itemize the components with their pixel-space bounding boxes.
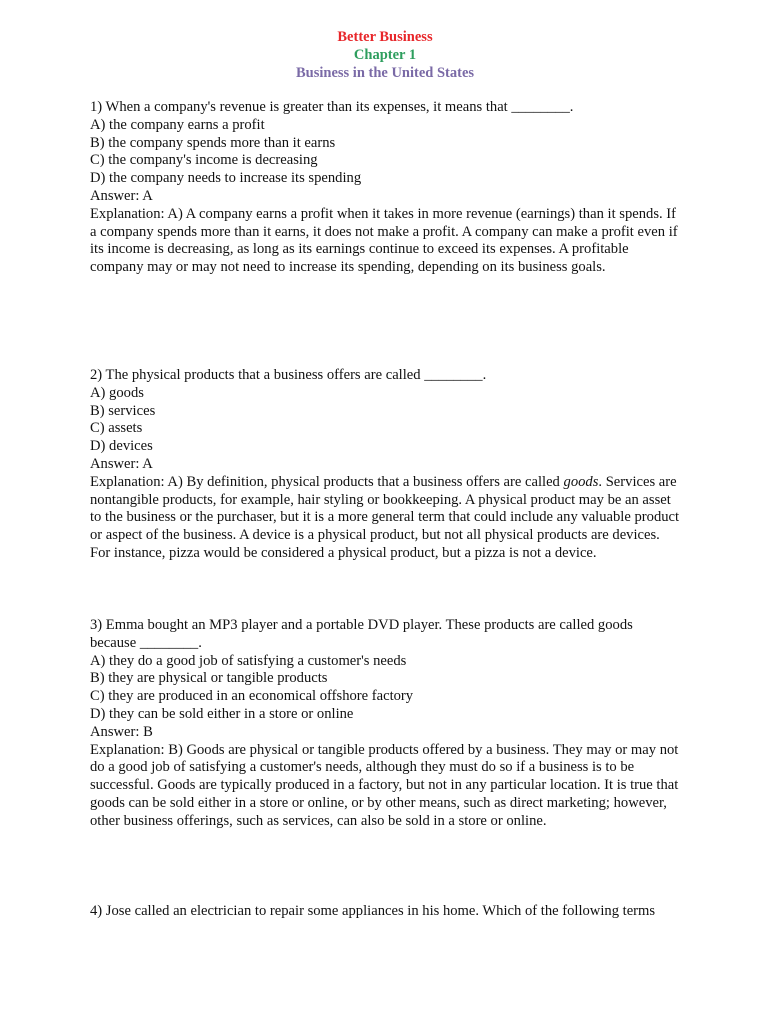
chapter-subject: Business in the United States xyxy=(295,65,475,81)
answer: Answer: A xyxy=(90,455,153,472)
option-b: B) the company spends more than it earns xyxy=(90,134,336,151)
option-c: C) assets xyxy=(90,420,143,437)
question-stem: 3) Emma bought an MP3 player and a portable DVD player. These products are called goods because ________. xyxy=(90,617,633,651)
option-d: D) devices xyxy=(90,438,153,455)
answer: Answer: B xyxy=(90,723,153,740)
option-c: C) the company's income is decreasing xyxy=(90,152,318,169)
option-a: A) they do a good job of satisfying a customer's needs xyxy=(90,652,407,669)
explanation-emphasis: goods xyxy=(563,473,599,490)
chapter-title: Chapter 1 xyxy=(353,47,417,63)
document-header xyxy=(0,28,770,82)
question-stem: 2) The physical products that a business offers are called ________. xyxy=(90,367,487,383)
question-stem: 1) When a company's revenue is greater than its expenses, it means that ________. xyxy=(90,99,574,115)
option-b: B) services xyxy=(90,402,156,419)
answer: Answer: A xyxy=(90,187,153,204)
explanation: Explanation: A) A company earns a profit when it takes in more revenue (earnings) than it spends. If a company spends more than it earns, it does not make a profit. A company can make a profit even if its income is decreasing, as long as its earnings continue to exceed its expenses. A profitable company may or may not need to increase its spending, depending on its business goals. xyxy=(90,205,678,276)
question-4 xyxy=(90,903,682,921)
explanation-text: Explanation: A) By definition, physical products that a business offers are called xyxy=(90,473,564,490)
explanation-text: . Services are nontangible products, for example, hair styling or bookkeeping. A physical product may be an asset to the business or the purchaser, but it is a more general term that could include any valuable product or aspect of the business. A device is a physical product, but not all physical products are devices. For instance, pizza would be considered a physical product, but a pizza is not a device. xyxy=(90,473,680,561)
option-c: C) they are produced in an economical offshore factory xyxy=(90,688,414,705)
question-1 xyxy=(90,99,682,277)
explanation xyxy=(90,474,682,563)
option-d: D) the company needs to increase its spending xyxy=(90,170,362,187)
option-b: B) they are physical or tangible products xyxy=(90,670,328,687)
option-a: A) goods xyxy=(90,384,144,401)
explanation: Explanation: B) Goods are physical or tangible products offered by a business. They may or may not do a good job of satisfying a customer's needs, although they must do so if a business is to be successful. Goods are typically produced in a factory, but not in any particular location. It is true that goods can be sold either in a store or online, or by other means, such as direct marketing; however, other business offerings, such as services, can also be sold in a store or online. xyxy=(90,741,679,829)
option-d: D) they can be sold either in a store or online xyxy=(90,705,354,722)
question-stem: 4) Jose called an electrician to repair some appliances in his home. Which of the following terms xyxy=(90,903,656,919)
option-a: A) the company earns a profit xyxy=(90,116,265,133)
question-2 xyxy=(90,367,682,563)
question-3 xyxy=(90,617,682,831)
book-title: Better Business xyxy=(337,29,433,45)
